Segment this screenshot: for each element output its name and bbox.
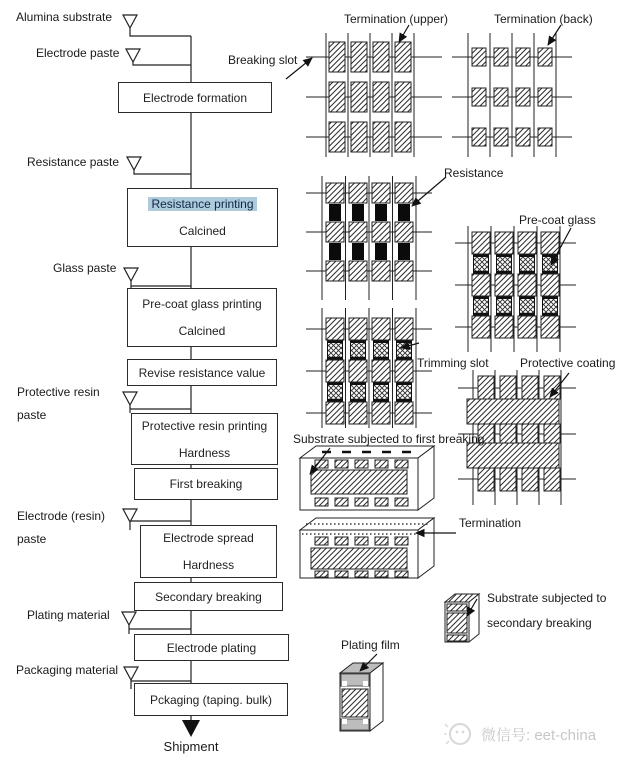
grid-pre-coat-glass — [455, 226, 576, 352]
shipment-label: Shipment — [163, 739, 219, 754]
annotation-termination-upper: Termination (upper) — [344, 12, 449, 26]
material-resistance-paste: Resistance paste — [27, 155, 120, 169]
material-electrode-resin-paste: Electrode (resin) paste — [17, 509, 106, 546]
grid-trimming-slot — [306, 308, 432, 428]
step-label: Pre-coat glass printing — [142, 297, 262, 311]
substrate-first-breaking-illustration — [300, 446, 434, 510]
watermark-text: 微信号: eet-china — [481, 726, 597, 744]
step-sublabel: Hardness — [178, 445, 231, 460]
step-pre-coat-glass-printing — [127, 288, 277, 347]
step-label: Revise resistance value — [138, 365, 266, 380]
termination-bar-illustration — [300, 518, 434, 578]
grid-resistance — [306, 176, 432, 300]
annotation-termination-back: Termination (back) — [494, 12, 593, 26]
annotation-protective-coating: Protective coating — [520, 356, 616, 370]
material-funnel-icons — [122, 15, 141, 680]
material-alumina-substrate: Alumina substrate — [16, 10, 113, 24]
watermark — [444, 720, 596, 748]
step-label: Secondary breaking — [155, 589, 262, 604]
step-resistance-printing — [127, 188, 278, 247]
material-glass-paste: Glass paste — [53, 261, 117, 275]
step-electrode-formation — [118, 82, 272, 113]
step-sublabel: Calcined — [179, 224, 226, 238]
material-packaging-material: Packaging material — [16, 663, 119, 677]
step-secondary-breaking — [134, 582, 283, 611]
step-label: Electrode plating — [166, 640, 257, 655]
grid-termination-back — [452, 33, 572, 157]
step-protective-resin-printing — [131, 413, 278, 465]
material-protective-resin-paste: Protective resin paste — [17, 385, 100, 422]
material-electrode-paste: Electrode paste — [36, 46, 120, 60]
step-sublabel: Calcined — [178, 324, 226, 338]
annotation-resistance: Resistance — [444, 166, 504, 180]
step-label: Protective resin printing — [141, 418, 268, 433]
step-label: Pckaging (taping. bulk) — [149, 692, 273, 707]
step-packaging — [134, 683, 288, 716]
shipment-arrow-icon — [182, 720, 200, 737]
grid-termination-upper — [306, 33, 442, 157]
annotation-breaking-slot: Breaking slot — [228, 53, 298, 67]
annotation-pre-coat-glass: Pre-coat glass — [519, 213, 596, 227]
step-revise-resistance-value — [127, 359, 277, 386]
wechat-logo-icon — [444, 720, 474, 748]
annotation-plating-film: Plating film — [341, 638, 400, 652]
annotation-substrate-first-breaking: Substrate subjected to first breaking — [293, 432, 485, 446]
step-label: Electrode formation — [142, 90, 248, 105]
step-label-highlighted: Resistance printing — [148, 197, 256, 211]
annotation-substrate-secondary-breaking: Substrate subjected to secondary breaking — [487, 591, 607, 630]
plating-film-illustration — [340, 663, 383, 731]
material-plating-material: Plating material — [27, 608, 110, 622]
step-label: First breaking — [169, 477, 243, 491]
step-sublabel: Hardness — [182, 558, 235, 572]
step-label: Electrode spread — [163, 531, 254, 545]
step-first-breaking — [134, 468, 278, 500]
step-electrode-spread — [140, 525, 277, 578]
annotation-termination: Termination — [459, 516, 522, 530]
step-electrode-plating — [134, 634, 289, 661]
substrate-secondary-breaking-illustration — [445, 594, 479, 642]
annotation-trimming-slot: Trimming slot — [417, 356, 489, 370]
